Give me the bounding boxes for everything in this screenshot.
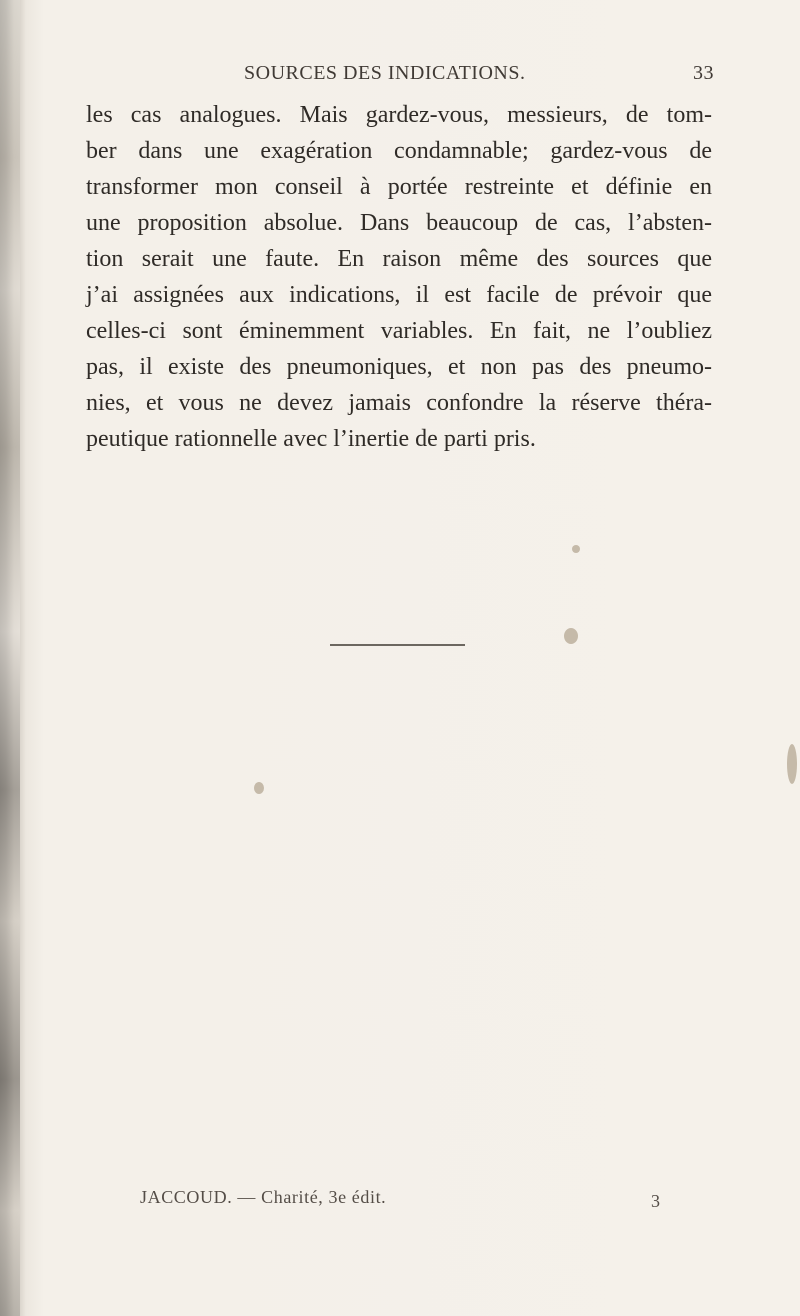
text-line: transformer mon conseil à portée restreinte et définie en — [86, 174, 712, 200]
body-text — [86, 97, 712, 457]
text-line: ber dans une exagération condamnable; gardez-vous de — [86, 138, 712, 164]
running-title: SOURCES DES INDICATIONS. — [244, 62, 526, 84]
paper-stain — [572, 545, 580, 553]
text-line: une proposition absolue. Dans beaucoup de cas, l’absten- — [86, 210, 712, 236]
running-head — [244, 62, 714, 88]
section-separator — [330, 644, 465, 646]
page-footer — [140, 1187, 660, 1215]
paper-stain — [787, 744, 797, 784]
paper-stain — [564, 628, 578, 644]
signature-folio: 3 — [651, 1191, 660, 1211]
printer-signature: JACCOUD. — Charité, 3e édit. — [140, 1187, 387, 1207]
text-line: tion serait une faute. En raison même des sources que — [86, 246, 712, 272]
text-line: j’ai assignées aux indications, il est facile de prévoir que — [86, 282, 712, 308]
paper-stain — [254, 782, 264, 794]
page-number: 33 — [693, 62, 714, 84]
text-line: celles-ci sont éminemment variables. En fait, ne l’oubliez — [86, 318, 712, 344]
text-line: nies, et vous ne devez jamais confondre la réserve théra- — [86, 390, 712, 416]
text-line: les cas analogues. Mais gardez-vous, messieurs, de tom- — [86, 102, 712, 128]
text-line: pas, il existe des pneumoniques, et non pas des pneumo- — [86, 354, 712, 380]
text-line: peutique rationnelle avec l’inertie de parti pris. — [86, 426, 536, 452]
book-binding-edge — [0, 0, 20, 1316]
